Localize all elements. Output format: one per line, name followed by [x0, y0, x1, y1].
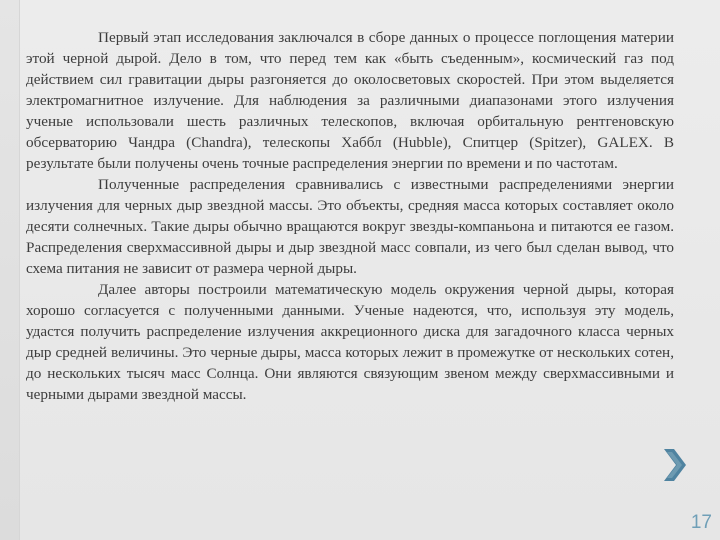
slide-number: 17: [690, 512, 712, 533]
left-accent-bar: [0, 0, 20, 540]
paragraph-3: Далее авторы построили математическую модель окружения черной дыры, которая хорошо согласуется с полученными данными. Ученые надеются, что, используя эту модель, удастся получить распределение излучения аккреционного диска для загадочного класса черных дыр средней величины. Это черные дыры, масса которых лежит в промежутке от нескольких сотен, до нескольких тысяч масс Солнца. Они являются связующим звеном между сверхмассивными и черными дырами звездной массы.: [26, 281, 674, 403]
chevron-right-icon: [663, 448, 687, 482]
main-text: [26, 27, 674, 405]
paragraph-1: Первый этап исследования заключался в сборе данных о процессе поглощения материи этой черной дырой. Дело в том, что перед тем как «быть съеденным», космический газ под действием сил гравитации дыры разгоняется до околосветовых скоростей. При этом выделяется электромагнитное излучение. Для наблюдения за различными диапазонами этого излучения ученые использовали шесть различных телескопов, включая орбитальную рентгеновскую обсерваторию Чандра (Chandra), телескопы Хаббл (Hubble), Спитцер (Spitzer), GALEX. В результате были получены очень точные распределения энергии по времени и по частотам.: [26, 29, 674, 172]
paragraph-2: Полученные распределения сравнивались с известными распределениями энергии излучения для черных дыр звездной массы. Это объекты, средняя масса которых составляет около десяти солнечных. Такие дыры обычно вращаются вокруг звезды-компаньона и питаются ее газом. Распределения сверхмассивной дыры и дыр звездной масс совпали, из чего был сделан вывод, что схема питания не зависит от размера черной дыры.: [26, 176, 674, 277]
next-slide-button[interactable]: [663, 448, 687, 482]
left-divider-line: [19, 0, 20, 540]
